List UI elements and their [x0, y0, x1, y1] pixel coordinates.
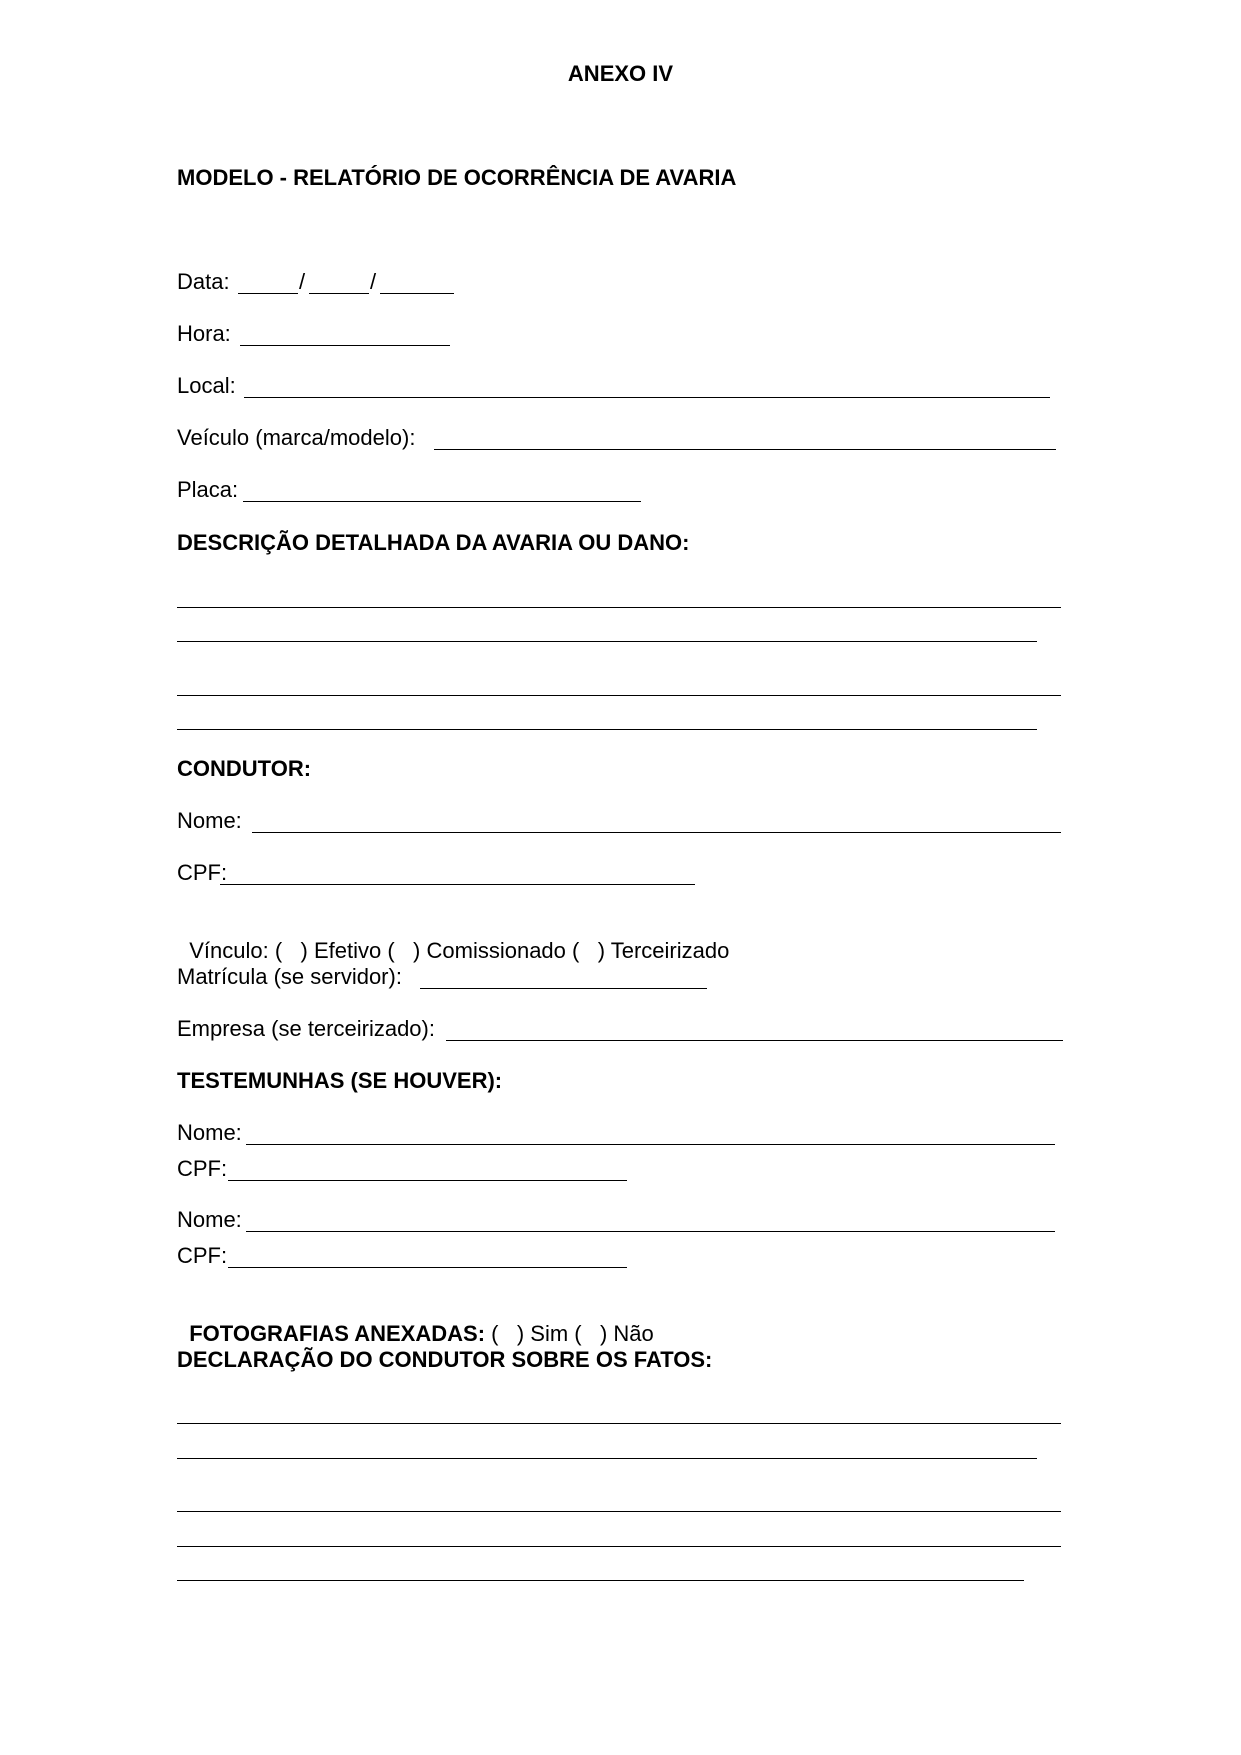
statement-line[interactable]	[177, 1511, 1061, 1512]
driver-cpf-label: CPF:	[177, 860, 228, 885]
damage-line[interactable]	[177, 607, 1061, 608]
bond-checkbox-terceirizado[interactable]: ( )	[572, 938, 606, 963]
registration-label: Matrícula (se servidor):	[177, 964, 402, 989]
statement-line[interactable]	[177, 1423, 1061, 1424]
witness-cpf-label: CPF:	[177, 1243, 228, 1268]
photos-label: FOTOGRAFIAS ANEXADAS:	[189, 1321, 486, 1346]
model-title: MODELO - RELATÓRIO DE OCORRÊNCIA DE AVARIA	[177, 165, 737, 190]
damage-line[interactable]	[177, 641, 1037, 642]
place-line[interactable]	[244, 397, 1050, 398]
photos-checkbox-nao[interactable]: ( )	[574, 1321, 608, 1346]
bond-option-efetivo: Efetivo	[313, 938, 382, 963]
annex-title: ANEXO IV	[567, 61, 674, 86]
statement-line[interactable]	[177, 1458, 1037, 1459]
witness-cpf-label: CPF:	[177, 1156, 228, 1181]
driver-name-label: Nome:	[177, 808, 242, 833]
statement-line[interactable]	[177, 1546, 1061, 1547]
bond-option-comissionado: Comissionado	[426, 938, 566, 963]
photos-row	[177, 1295, 654, 1347]
place-label: Local:	[177, 373, 236, 398]
vehicle-label: Veículo (marca/modelo):	[177, 425, 416, 450]
date-separator: /	[370, 269, 377, 294]
plate-line[interactable]	[243, 501, 641, 502]
statement-line[interactable]	[177, 1580, 1024, 1581]
witness-name-label: Nome:	[177, 1207, 242, 1232]
witness-name-line[interactable]	[246, 1144, 1055, 1145]
driver-name-line[interactable]	[252, 832, 1061, 833]
plate-label: Placa:	[177, 477, 239, 502]
registration-line[interactable]	[420, 988, 707, 989]
date-day-line[interactable]	[238, 293, 298, 294]
photos-option-nao: Não	[613, 1321, 654, 1346]
time-label: Hora:	[177, 321, 231, 346]
witness-name-label: Nome:	[177, 1120, 242, 1145]
witness-heading: TESTEMUNHAS (SE HOUVER):	[177, 1068, 503, 1093]
date-separator: /	[299, 269, 306, 294]
time-line[interactable]	[240, 345, 450, 346]
company-label: Empresa (se terceirizado):	[177, 1016, 435, 1041]
damage-line[interactable]	[177, 729, 1037, 730]
witness-cpf-line[interactable]	[228, 1267, 627, 1268]
bond-row	[177, 912, 729, 964]
vehicle-line[interactable]	[434, 449, 1056, 450]
date-year-line[interactable]	[380, 293, 454, 294]
driver-cpf-line[interactable]	[220, 884, 695, 885]
statement-heading: DECLARAÇÃO DO CONDUTOR SOBRE OS FATOS:	[177, 1347, 713, 1372]
bond-label: Vínculo:	[189, 938, 269, 963]
date-label: Data:	[177, 269, 230, 294]
witness-cpf-line[interactable]	[228, 1180, 627, 1181]
bond-checkbox-comissionado[interactable]: ( )	[387, 938, 421, 963]
driver-heading: CONDUTOR:	[177, 756, 312, 781]
date-month-line[interactable]	[309, 293, 369, 294]
bond-option-terceirizado: Terceirizado	[610, 938, 730, 963]
witness-name-line[interactable]	[246, 1231, 1055, 1232]
damage-line[interactable]	[177, 695, 1061, 696]
photos-option-sim: Sim	[530, 1321, 569, 1346]
damage-heading: DESCRIÇÃO DETALHADA DA AVARIA OU DANO:	[177, 530, 690, 555]
company-line[interactable]	[446, 1040, 1063, 1041]
bond-checkbox-efetivo[interactable]: ( )	[274, 938, 308, 963]
photos-checkbox-sim[interactable]: ( )	[491, 1321, 525, 1346]
